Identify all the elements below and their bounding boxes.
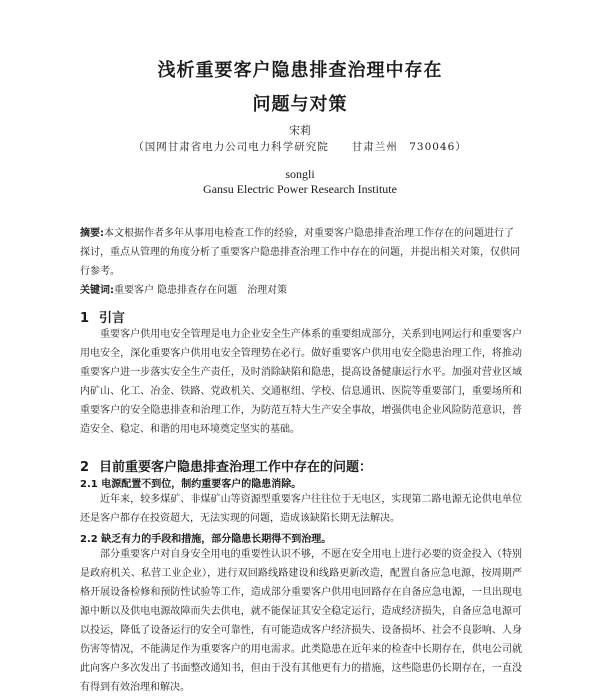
section-2-title: 目前重要客户隐患排查治理工作中存在的问题： <box>99 460 373 475</box>
subsection-2-2-paragraph: 部分重要客户对自身安全用电的重要性认识不够，不愿在安全用电上进行必要的资金投入（特别是政府机关、私营工业企业），进行双回路线路建设和线路更新改造，配置自备应急电源，按周期严格开展设备检修和预防性试验等工作，造成部分重要客户供用电回路存在自备应急电源，一旦出现电源中断以及供电电源故障而失去供电，就不能保证其安全稳定运行，造成经济损失，自备应急电源可以投运，降低了设备运行的安全可靠性，有可能造成客户经济损失、设备损坏、社会不良影响、人身伤害等情况，不能满足作为重要客户的用电需求。此类隐患在近年来的检查中长期存在，供电公司就此向客户多次发出了书面整改通知书，但由于没有其他更有力的措施，这些隐患仍长期存在，一直没有得到有效治理和解决。 <box>80 549 522 693</box>
author-name: 宋莉 <box>289 124 311 137</box>
abstract-label: 摘要: <box>80 228 104 239</box>
section-1-heading <box>80 307 125 326</box>
keywords-label: 关键词: <box>80 285 114 296</box>
paper-title-line-2: 问题与对策 <box>252 94 348 115</box>
author-affiliation: （国网甘肃省电力公司电力科学研究院 甘肃兰州 730046） <box>133 141 467 153</box>
subsection-2-1-paragraph: 近年来，较多煤矿、非煤矿山等资源型重要客户往往位于无电区，实现第二路电源无论供电单位还是客户都存在投资超大，无法实现的问题，造成该缺陷长期无法解决。 <box>80 494 522 524</box>
abstract-text: 本文根据作者多年从事用电检查工作的经验，对重要客户隐患排查治理工作存在的问题进行了探讨，重点从管理的角度分析了重要客户隐患排查治理工作中存在的问题，并提出相关对策，仅供同行参考。 <box>80 228 520 277</box>
paper-title-line-1: 浅析重要客户隐患排查治理中存在 <box>157 60 443 81</box>
keywords-text: 重要客户 隐患排查存在问题 治理对策 <box>114 285 288 296</box>
author-affiliation-english: Gansu Electric Power Research Institute <box>203 182 397 196</box>
section-1-paragraph: 重要客户供用电安全管理是电力企业安全生产体系的重要组成部分，关系到电网运行和重要客户用电安全，深化重要客户供用电安全管理势在必行。做好重要客户供用电安全隐患治理工作，将推动重要客户进一步落实安全生产责任，及时消除缺陷和隐患，提高设备健康运行水平。加强对营业区域内矿山、化工、冶金、铁路、党政机关、交通枢纽、学校、信息通讯、医院等重要部门，重要场所和重要客户的安全隐患排查和治理工作，为防范互特大生产安全事故，增强供电企业风险防范意识，普造安全、稳定、和谐的用电环境奠定坚实的基础。 <box>80 329 522 435</box>
author-name-english: songli <box>285 167 315 181</box>
abstract <box>80 224 522 281</box>
subsection-2-2-heading: 2.2 缺乏有力的手段和措施，部分隐患长期得不到治理。 <box>80 534 332 545</box>
section-2-heading <box>80 456 372 475</box>
section-1-title: 引言 <box>99 311 126 326</box>
section-1-number: 1 <box>80 311 90 326</box>
keywords <box>80 281 522 296</box>
section-2-number: 2 <box>80 460 90 475</box>
subsection-2-1-heading: 2.1 电源配置不到位，制约重要客户的隐患消除。 <box>80 479 302 490</box>
